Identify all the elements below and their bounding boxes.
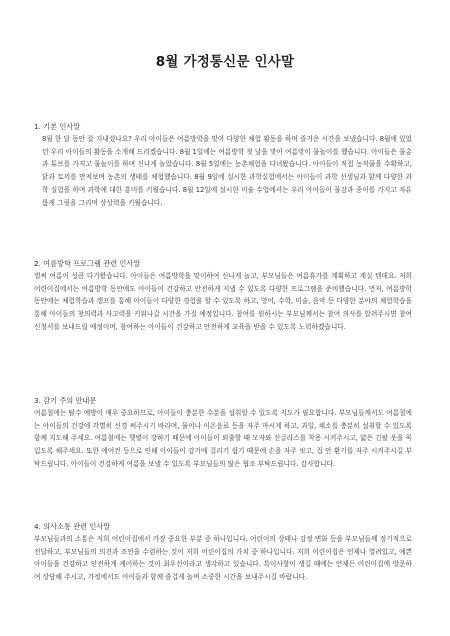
section-body: 벌써 여름이 성큼 다가왔습니다. 아이들은 여름방학을 맞이하여 신나게 놀고, 부모님들은 여름휴가를 계획하고 계실 텐데요. 저희 어린이집에서는 여름방학 동안에도 아이들이 건강하고 안전하게 지낼 수 있도록 다양한 프로그램을 준비했습니다. 먼저, 여름방학 동안에는 체험학습과 캠프를 통해 아이들이 다양한 경험을 할 수 있도록 하고, 영어, 수학, 미술, 음악 등 다양한 분야의 체험학습을 통해 아이들의 창의력과 사고력을 키워나갈 시간을 가질 예정입니다. 참여를 원하시는 부모님께서는 참여 의사를 알려주시면 참여 신청서를 보내드릴 예정이며, 참여하는 아이들이 건강하고 안전하게 교육을 받을 수 있도록 노력하겠습니다. [34,272,412,331]
section-heading: 4. 의사소통 관련 인사말 [34,522,111,531]
section-summer-program [34,259,412,334]
section-heading: 3. 감기 주의 안내문 [34,396,97,405]
section-body: 부모님들과의 소통은 저희 어린이집에서 가장 중요한 부분 중 하나입니다. 어린이의 상태나 감정 변화 등을 부모님들께 정기적으로 전달하고, 부모님들의 의견과 조언을 수렴하는 것이 저희 어린이집의 가치 중 하나입니다. 저희 어린이집은 언제나 열려있고, 예쁜 아이들을 건강하고 안전하게 케어하는 것이 최우선이라고 생각하고 있습니다. 특이사항이 생길 때에는 언제든 어린이집에 방문하여 상담해 주시고, 가정에서도 아이들과 함께 즐겁게 놀며 소중한 시간을 보내주시길 바랍니다. [34,535,412,582]
section-heading: 2. 여름방학 프로그램 관련 인사말 [34,259,141,268]
document-title: 8월 가정통신문 인사말 [155,54,295,70]
section-cold-notice [34,396,412,471]
section-communication [34,522,412,584]
section-greeting [34,122,412,209]
section-body: 8월 한 달 동안 잘 지내셨나요? 우리 아이들은 여름방학을 맞아 다양한 체험 활동을 하며 즐거운 시간을 보냈습니다. 8월에 있었던 우리 아이들의 활동을 소개해 드리겠습니다. 8월 1일에는 여름방학 첫 날을 맞아 여름맞이 물놀이를 했습니다. 아이들은 물총과 튜브를 가지고 물놀이를 하며 신나게 놀았습니다. 8월 5일에는 농촌체험을 다녀왔습니다. 아이들이 직접 농작물을 수확하고, 닭과 토끼를 만져보며 농촌의 생태를 체험했습니다. 8월 9일에 실시한 과학실험에서는 아이들이 과학 선생님과 함께 다양한 과학 실험을 하며 과학에 대한 흥미를 키웠습니다. 8월 12일에 실시한 미술 수업에서는 우리 아이들이 물감과 종이를 가지고 자유롭게 그림을 그리며 상상력을 키웠습니다. [42,135,412,207]
section-heading: 1. 기본 인사말 [34,122,81,131]
section-body: 여름철에는 탈수 예방이 매우 중요하므로, 아이들이 충분한 수분을 섭취할 수 있도록 지도가 필요합니다. 부모님들께서도 여름철에는 아이들의 건강에 각별히 신경 써주시기 바라며, 물이나 이온음료 등을 자주 마시게 하고, 과일, 채소를 충분히 섭취할 수 있도록 함께 지도해 주세요. 여름철에는 햇볕이 강하기 때문에 아이들이 외출할 때 모자와 선글라스를 착용 시켜주시고, 얇은 긴팔 옷을 꼭 입도록 해주세요. 또한 에어컨 등으로 인해 아이들이 감기에 걸리기 쉽기 때문에 손을 자주 씻고, 집 안 환기를 자주 시켜주시길 부탁드립니다. 아이들이 건강하게 여름을 보낼 수 있도록 부모님들의 많은 협조 부탁드립니다. 감사합니다. [34,409,412,468]
